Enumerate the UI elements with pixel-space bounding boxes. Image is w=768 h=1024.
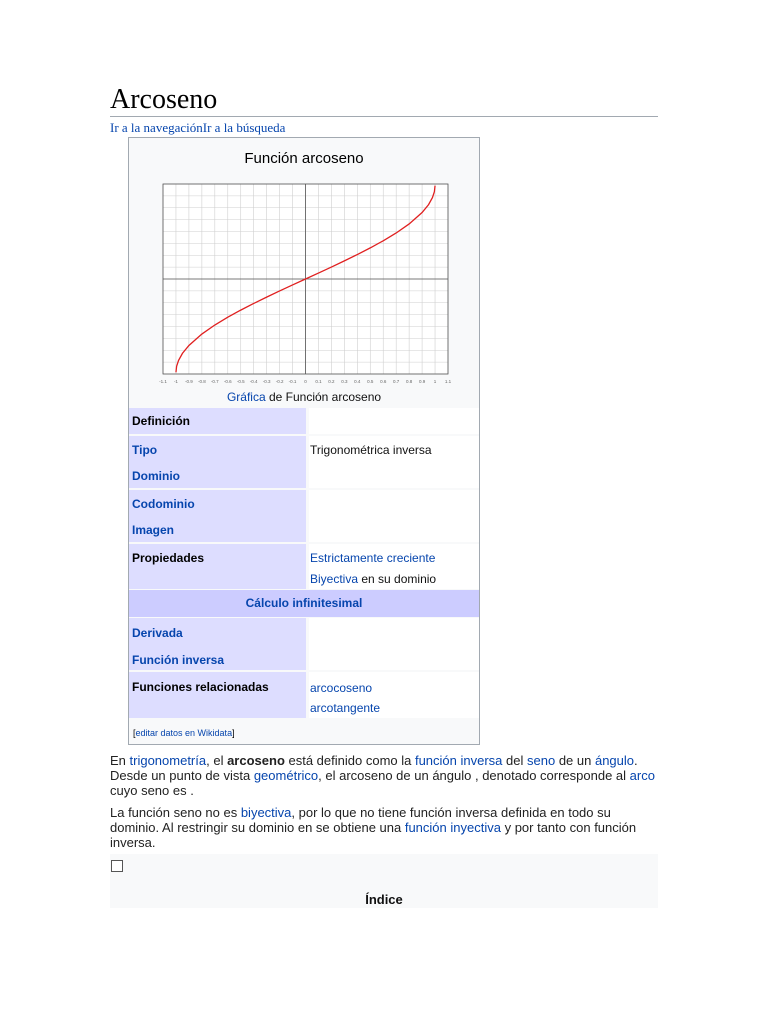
x-tick-label: 0 — [304, 379, 307, 384]
codominio-imagen-values — [309, 490, 479, 542]
imagen-link[interactable]: Imagen — [132, 523, 175, 537]
derivada-inversa-labels — [129, 618, 306, 670]
arco-link[interactable]: arco — [629, 768, 655, 783]
p2-text-b: , por lo que no tiene función inversa definida en todo su dominio. Al restringir su dominio en se obtiene una — [110, 805, 611, 835]
funciones-relacionadas-label-cell — [129, 672, 306, 718]
jump-to-search-link[interactable]: Ir a la búsqueda — [202, 120, 286, 135]
tipo-dominio-labels — [129, 436, 306, 488]
editar-wikidata-link[interactable]: editar datos en Wikidata — [135, 728, 233, 738]
seno-link[interactable]: seno — [527, 753, 556, 768]
calculo-section-header — [129, 590, 479, 617]
angulo-link[interactable]: ángulo — [594, 753, 635, 768]
wikidata-footer — [133, 728, 235, 738]
toc-toggle-checkbox[interactable] — [111, 860, 123, 872]
x-tick-label: 0.3 — [341, 379, 348, 384]
funciones-relacionadas-values — [309, 672, 479, 718]
x-tick-label: -0.3 — [262, 379, 271, 384]
definicion-value — [309, 408, 479, 434]
x-tick-label: -0.1 — [288, 379, 297, 384]
x-tick-label: -0.2 — [275, 379, 284, 384]
x-tick-label: 0.9 — [418, 379, 426, 384]
dominio-link[interactable]: Dominio — [132, 469, 180, 483]
grafica-link[interactable]: Gráfica — [226, 390, 266, 404]
p1-text-a: En — [110, 753, 130, 768]
infobox-title: Función arcoseno — [244, 150, 364, 167]
propiedades-label: Propiedades — [132, 551, 205, 565]
p1-text-b: , el — [206, 753, 228, 768]
p2-text-a: La función seno no es — [110, 805, 241, 820]
p1-text-d: del — [502, 753, 527, 768]
funcion-inversa-link[interactable]: Función inversa — [132, 653, 225, 667]
x-tick-label: -0.6 — [223, 379, 232, 384]
page-title: Arcoseno — [110, 84, 218, 115]
x-tick-label: 1 — [433, 379, 437, 384]
propiedades-values — [309, 544, 479, 589]
derivada-inversa-values — [309, 618, 479, 670]
caption-text: de Función arcoseno — [265, 390, 382, 404]
p1-text-c: está definido como la — [284, 753, 415, 768]
x-tick-label: -0.9 — [185, 379, 193, 384]
tipo-dominio-values — [309, 436, 479, 488]
x-tick-label: 0.4 — [354, 379, 361, 384]
derivada-link[interactable]: Derivada — [132, 626, 183, 640]
funcion-inyectiva-link[interactable]: función inyectiva — [404, 820, 501, 835]
x-tick-label: 1.1 — [444, 379, 452, 384]
tipo-value: Trigonométrica inversa — [310, 443, 432, 457]
estrictamente-creciente-link[interactable]: Estrictamente creciente — [310, 551, 436, 565]
geometrico-link[interactable]: geométrico — [253, 768, 319, 783]
jump-to-navigation-link[interactable]: Ir a la navegación — [110, 120, 203, 135]
footer-bracket-open: [ — [133, 728, 136, 738]
x-tick-labels — [159, 379, 452, 384]
arcocoseno-link[interactable]: arcocoseno — [310, 681, 373, 695]
infobox — [128, 137, 480, 745]
arcotangente-link[interactable]: arcotangente — [310, 701, 381, 715]
paragraph-2 — [110, 805, 658, 850]
x-tick-label: 0.6 — [380, 379, 387, 384]
codominio-imagen-labels — [129, 490, 306, 542]
calculo-infinitesimal-link[interactable]: Cálculo infinitesimal — [245, 596, 363, 610]
footer-bracket-close: ] — [232, 728, 235, 738]
funcion-inversa-text-link[interactable]: función inversa — [414, 753, 503, 768]
p1-text-e: de un — [555, 753, 595, 768]
codominio-link[interactable]: Codominio — [132, 497, 195, 511]
p1-text-g: , el arcoseno de un ángulo , denotado corresponde al — [318, 768, 630, 783]
x-tick-label: 0.1 — [315, 379, 322, 384]
x-tick-label: -0.4 — [249, 379, 258, 384]
x-tick-label: -0.8 — [197, 379, 206, 384]
x-tick-label: 0.7 — [393, 379, 400, 384]
p2-text-c: y por tanto con función inversa. — [110, 820, 637, 850]
trigonometria-link[interactable]: trigonometría — [129, 753, 207, 768]
arcoseno-bold: arcoseno — [227, 753, 285, 768]
x-tick-label: 0.2 — [328, 379, 335, 384]
biyectiva-text-link[interactable]: biyectiva — [240, 805, 292, 820]
biyectiva-rest: en su dominio — [358, 572, 437, 586]
x-tick-label: 0.8 — [406, 379, 413, 384]
title-divider — [110, 116, 658, 117]
paragraph-1 — [110, 753, 658, 798]
x-tick-label: -0.5 — [236, 379, 245, 384]
toc-title: Índice — [365, 892, 403, 907]
x-tick-label: -1 — [173, 379, 178, 384]
x-tick-label: -0.7 — [210, 379, 219, 384]
graph-caption — [129, 390, 479, 404]
jump-links — [110, 120, 285, 136]
p1-text-h: cuyo seno es . — [110, 783, 194, 798]
definicion-label: Definición — [129, 408, 306, 434]
funciones-relacionadas-label: Funciones relacionadas — [132, 680, 269, 694]
x-tick-label: 0.5 — [367, 379, 374, 384]
x-tick-label: -1.1 — [159, 379, 167, 384]
biyectiva-line — [310, 572, 436, 586]
tipo-link[interactable]: Tipo — [132, 443, 158, 457]
biyectiva-link[interactable]: Biyectiva — [310, 572, 359, 586]
p1-text-f: . Desde un punto de vista — [110, 753, 638, 783]
propiedades-label-cell — [129, 544, 306, 589]
